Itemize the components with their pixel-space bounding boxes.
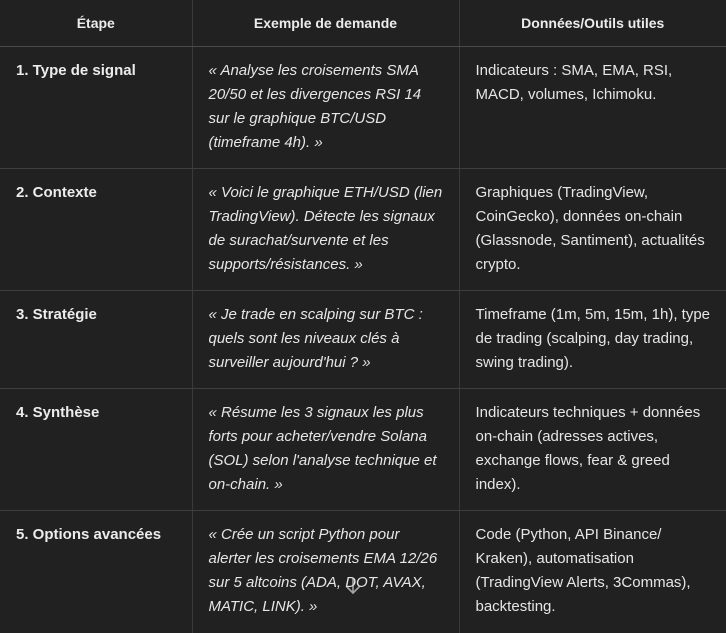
row-tools: Indicateurs techniques + données on-chain (adresses actives, exchange flows, fear & greed index). (459, 389, 726, 511)
header-example: Exemple de demande (192, 0, 459, 47)
table-header-row (0, 0, 726, 47)
table-row (0, 47, 726, 169)
row-step: 3. Stratégie (0, 291, 192, 389)
row-example: « Je trade en scalping sur BTC : quels sont les niveaux clés à surveiller aujourd'hui ? » (192, 291, 459, 389)
arrow-down-icon (342, 576, 364, 598)
row-example: « Crée un script Python pour alerter les croisements EMA 12/26 sur 5 altcoins (ADA, DOT, AVAX, MATIC, LINK). » (192, 511, 459, 633)
row-step: 4. Synthèse (0, 389, 192, 511)
row-step: 1. Type de signal (0, 47, 192, 169)
row-tools: Code (Python, API Binance/ Kraken), automatisation (TradingView Alerts, 3Commas), backtesting. (459, 511, 726, 633)
table-row (0, 511, 726, 633)
row-step: 2. Contexte (0, 169, 192, 291)
scroll-down-button[interactable] (342, 576, 364, 598)
header-tools: Données/Outils utiles (459, 0, 726, 47)
row-example: « Analyse les croisements SMA 20/50 et les divergences RSI 14 sur le graphique BTC/USD (timeframe 4h). » (192, 47, 459, 169)
row-tools: Indicateurs : SMA, EMA, RSI, MACD, volumes, Ichimoku. (459, 47, 726, 169)
table-row (0, 291, 726, 389)
row-example: « Voici le graphique ETH/USD (lien TradingView). Détecte les signaux de surachat/survente et les supports/résistances. » (192, 169, 459, 291)
header-step: Étape (0, 0, 192, 47)
row-example: « Résume les 3 signaux les plus forts pour acheter/vendre Solana (SOL) selon l'analyse technique et on-chain. » (192, 389, 459, 511)
table-row (0, 169, 726, 291)
table-row (0, 389, 726, 511)
row-tools: Timeframe (1m, 5m, 15m, 1h), type de trading (scalping, day trading, swing trading). (459, 291, 726, 389)
row-step: 5. Options avancées (0, 511, 192, 633)
row-tools: Graphiques (TradingView, CoinGecko), données on-chain (Glassnode, Santiment), actualités crypto. (459, 169, 726, 291)
